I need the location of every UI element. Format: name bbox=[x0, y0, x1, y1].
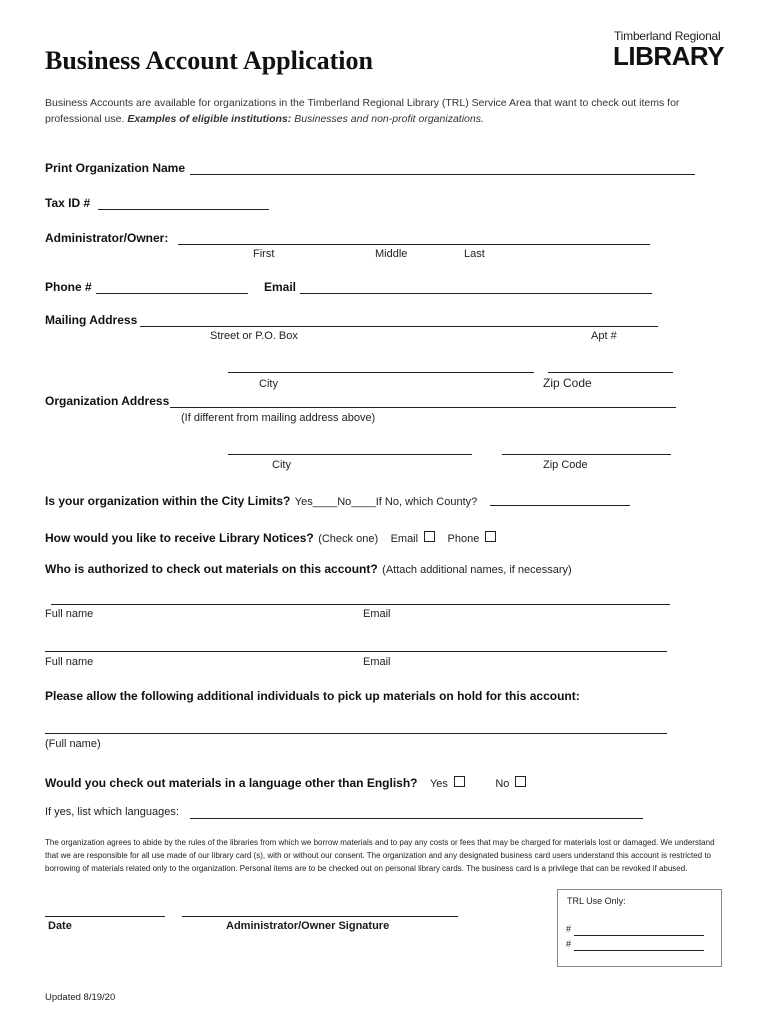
authorized-user-1-field[interactable] bbox=[51, 604, 670, 605]
trl-use-only-box bbox=[557, 889, 722, 967]
admin-label: Administrator/Owner: bbox=[45, 231, 169, 245]
intro-emphasis: Examples of eligible institutions: bbox=[127, 113, 292, 125]
language-row bbox=[45, 774, 526, 792]
list-languages-label: If yes, list which languages: bbox=[45, 806, 179, 818]
notices-question: How would you like to receive Library Notices? bbox=[45, 531, 314, 545]
pickup-question: Please allow the following additional individuals to pick up materials on hold for this account: bbox=[45, 689, 580, 703]
admin-field[interactable] bbox=[178, 244, 650, 245]
signature-field[interactable] bbox=[182, 916, 458, 917]
full-name-caption-2: Full name bbox=[45, 656, 94, 668]
authorized-question: Who is authorized to check out materials on this account? bbox=[45, 562, 378, 576]
org-address-field[interactable] bbox=[170, 407, 676, 408]
full-name-paren-caption: (Full name) bbox=[45, 738, 101, 750]
middle-name-caption: Middle bbox=[375, 248, 408, 260]
first-name-caption: First bbox=[253, 248, 275, 260]
org-zip-field[interactable] bbox=[502, 454, 671, 455]
trl-field-2[interactable] bbox=[574, 950, 704, 951]
pickup-name-field[interactable] bbox=[45, 733, 667, 734]
org-address-label: Organization Address bbox=[45, 394, 170, 408]
email-field[interactable] bbox=[300, 293, 652, 294]
notice-phone-label: Phone bbox=[447, 533, 480, 545]
phone-label: Phone # bbox=[45, 280, 92, 294]
intro-text: Business Accounts are available for organizations in the Timberland Regional Library (TRL) Service Area that want to check out items for professional use. bbox=[45, 97, 680, 125]
email-label: Email bbox=[264, 280, 297, 294]
page-title: Business Account Application bbox=[45, 46, 373, 75]
org-name-field[interactable] bbox=[190, 174, 695, 175]
city-limits-row bbox=[45, 492, 477, 510]
notice-phone-checkbox[interactable] bbox=[485, 531, 496, 542]
zip-caption: Zip Code bbox=[543, 376, 592, 390]
date-label: Date bbox=[48, 920, 72, 932]
email-caption-1: Email bbox=[363, 608, 391, 620]
tax-id-label: Tax ID # bbox=[45, 196, 91, 210]
intro-paragraph bbox=[45, 95, 735, 127]
email-caption-2: Email bbox=[363, 656, 391, 668]
org-city-field[interactable] bbox=[228, 454, 472, 455]
language-question: Would you check out materials in a language other than English? bbox=[45, 776, 418, 790]
logo-title: LIBRARY bbox=[613, 41, 725, 71]
org-city-caption: City bbox=[272, 459, 291, 471]
notice-email-label: Email bbox=[390, 533, 419, 545]
mailing-city-field[interactable] bbox=[228, 372, 534, 373]
trl-field-1[interactable] bbox=[574, 935, 704, 936]
trl-use-only-label: TRL Use Only: bbox=[567, 896, 626, 906]
phone-field[interactable] bbox=[96, 293, 248, 294]
logo-subtitle: Timberland Regional bbox=[614, 29, 721, 43]
language-no-checkbox[interactable] bbox=[515, 776, 526, 787]
street-caption: Street or P.O. Box bbox=[210, 330, 298, 342]
date-field[interactable] bbox=[45, 916, 165, 917]
authorized-row bbox=[45, 560, 572, 578]
org-name-label: Print Organization Name bbox=[45, 161, 186, 175]
yes-no-county-text: Yes____No____If No, which County? bbox=[294, 496, 478, 508]
authorized-note: (Attach additional names, if necessary) bbox=[382, 564, 572, 576]
mailing-address-field[interactable] bbox=[140, 326, 658, 327]
if-different-caption: (If different from mailing address above) bbox=[181, 412, 376, 424]
intro-tail: Businesses and non-profit organizations. bbox=[294, 113, 484, 125]
check-one-text: (Check one) bbox=[318, 533, 379, 545]
language-yes-checkbox[interactable] bbox=[454, 776, 465, 787]
updated-date: Updated 8/19/20 bbox=[45, 992, 116, 1003]
language-yes-label: Yes bbox=[429, 778, 448, 790]
language-no-label: No bbox=[495, 778, 510, 790]
city-caption: City bbox=[259, 378, 278, 390]
mailing-zip-field[interactable] bbox=[548, 372, 673, 373]
trl-hash-1: # bbox=[566, 924, 572, 934]
apt-caption: Apt # bbox=[591, 330, 617, 342]
city-limits-question: Is your organization within the City Limits? bbox=[45, 494, 291, 508]
last-name-caption: Last bbox=[464, 248, 485, 260]
authorized-user-2-field[interactable] bbox=[45, 651, 667, 652]
county-field[interactable] bbox=[490, 505, 630, 506]
agreement-text: The organization agrees to abide by the rules of the libraries from which we borrow materials and to pay any costs or fees that may be charged for materials lost or damaged. We understand that we are responsible for all use made of our library card (s), with or without our consent. The organization and any designated business card users understand this account is restricted to borrowing of materials related only to the organization. Personal items are to be checked out on personal library cards. The business card is a privilege that can be revoked if abused. bbox=[45, 838, 715, 873]
full-name-caption-1: Full name bbox=[45, 608, 94, 620]
signature-label: Administrator/Owner Signature bbox=[226, 920, 390, 932]
languages-field[interactable] bbox=[190, 818, 643, 819]
notices-row bbox=[45, 529, 496, 547]
notice-email-checkbox[interactable] bbox=[424, 531, 435, 542]
mailing-address-label: Mailing Address bbox=[45, 313, 138, 327]
trl-hash-2: # bbox=[566, 939, 572, 949]
org-zip-caption: Zip Code bbox=[543, 459, 588, 471]
tax-id-field[interactable] bbox=[98, 209, 269, 210]
